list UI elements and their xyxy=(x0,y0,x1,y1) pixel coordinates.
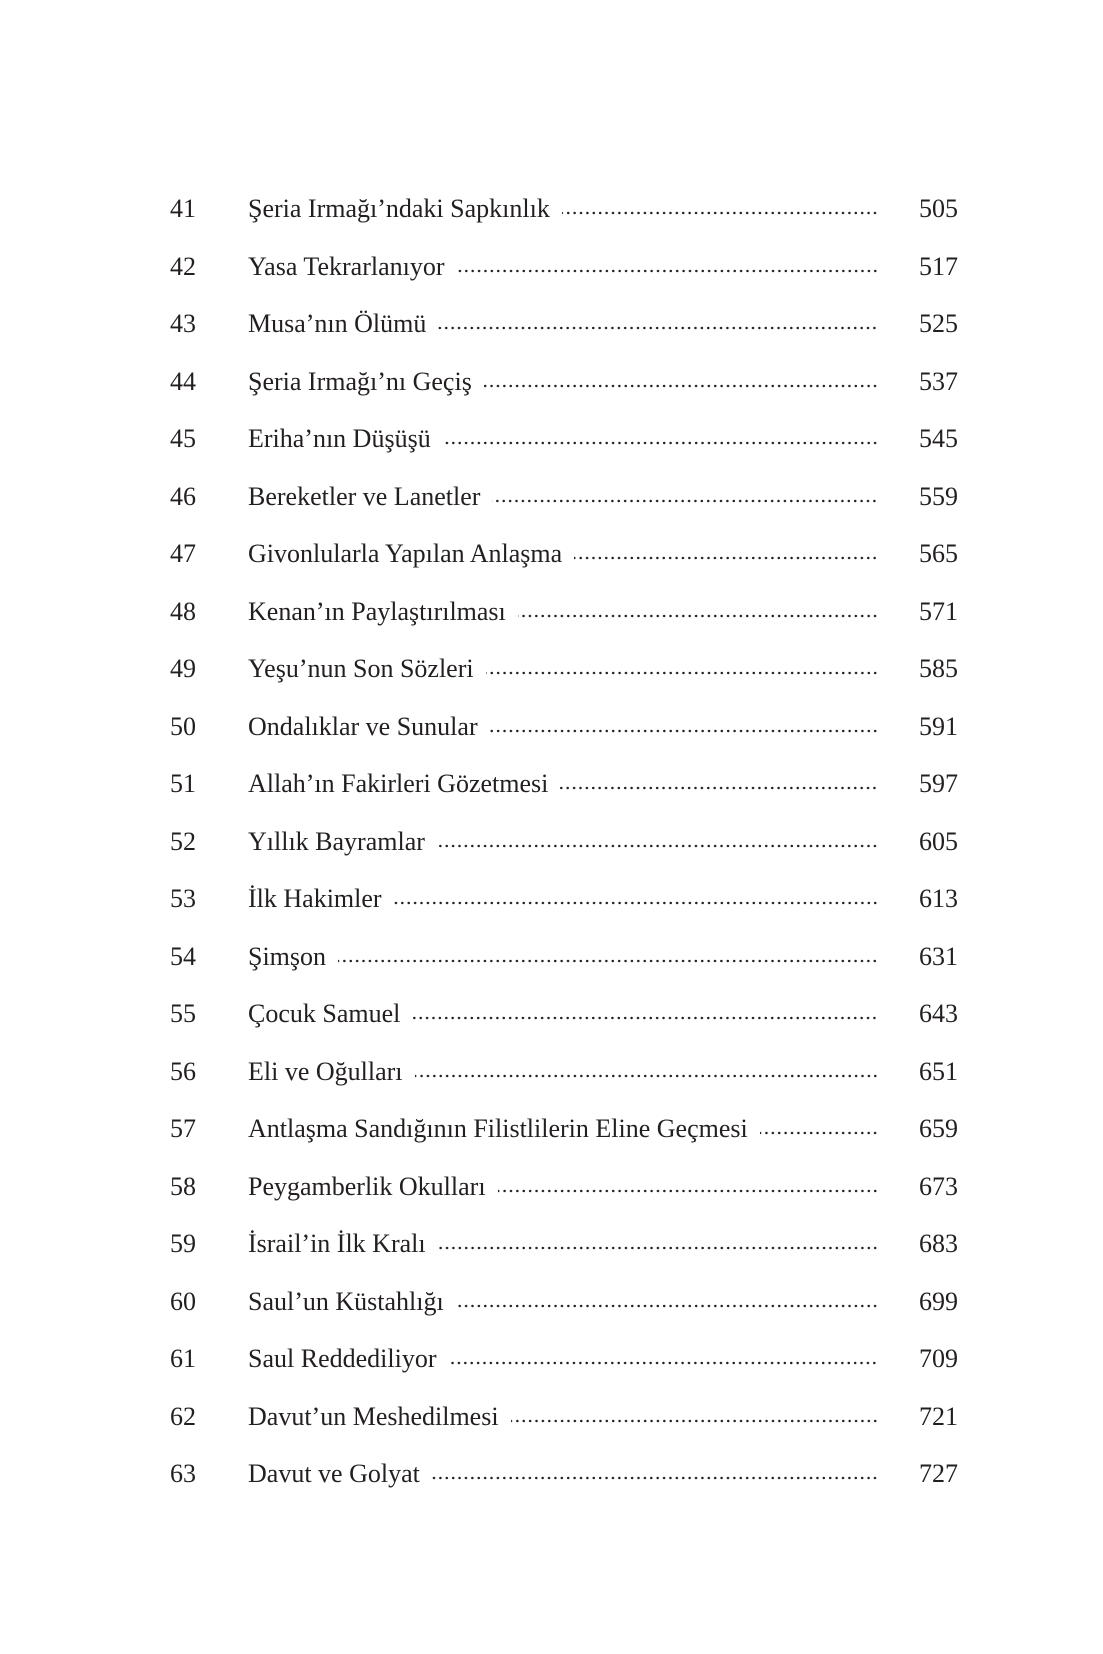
dot-leader xyxy=(457,269,878,273)
dot-leader xyxy=(438,1246,878,1250)
chapter-title: Davut ve Golyat xyxy=(248,1459,420,1488)
page-number: 559 xyxy=(919,481,958,511)
chapter-number: 54 xyxy=(170,941,196,971)
chapter-title-line xyxy=(248,765,878,803)
chapter-title-line xyxy=(248,1225,878,1263)
toc-entry xyxy=(0,1053,1103,1111)
toc-entry xyxy=(0,708,1103,766)
chapter-title: Yeşu’nun Son Sözleri xyxy=(248,654,474,683)
chapter-title: Yıllık Bayramlar xyxy=(248,826,425,856)
chapter-title: Ondalıklar ve Sunular xyxy=(248,711,478,741)
chapter-title: İlk Hakimler xyxy=(248,884,382,913)
chapter-number: 62 xyxy=(170,1401,196,1431)
toc-entry xyxy=(0,1110,1103,1168)
dot-leader xyxy=(511,1419,878,1423)
chapter-title: İsrail’in İlk Kralı xyxy=(248,1229,426,1258)
toc-entry xyxy=(0,938,1103,996)
table-of-contents xyxy=(0,190,1103,1513)
chapter-number: 57 xyxy=(170,1114,196,1143)
page-number: 673 xyxy=(919,1171,958,1201)
page-number: 571 xyxy=(919,596,958,626)
chapter-title: Bereketler ve Lanetler xyxy=(248,481,481,511)
chapter-title-line xyxy=(248,1053,878,1091)
chapter-title-line xyxy=(248,823,878,861)
page-number: 605 xyxy=(919,826,958,856)
chapter-title-line xyxy=(248,593,878,631)
dot-leader xyxy=(394,901,878,905)
dot-leader xyxy=(448,1361,878,1365)
chapter-number: 45 xyxy=(170,424,196,453)
toc-entry xyxy=(0,1398,1103,1456)
dot-leader xyxy=(492,499,878,503)
chapter-number: 60 xyxy=(170,1286,196,1316)
dot-leader xyxy=(415,1074,878,1078)
dot-leader xyxy=(498,1189,878,1193)
chapter-title-line xyxy=(248,535,878,573)
page-number: 727 xyxy=(919,1459,958,1488)
chapter-number: 46 xyxy=(170,481,196,511)
chapter-number: 51 xyxy=(170,769,196,798)
dot-leader xyxy=(432,1476,878,1480)
page-number: 631 xyxy=(919,941,958,971)
chapter-title-line xyxy=(248,1110,878,1148)
chapter-title-line xyxy=(248,190,878,228)
page-number: 651 xyxy=(919,1056,958,1086)
chapter-title-line xyxy=(248,650,878,688)
chapter-title: Antlaşma Sandığının Filistlilerin Eline Geçmesi xyxy=(248,1114,748,1143)
page-number: 525 xyxy=(919,309,958,338)
chapter-number: 56 xyxy=(170,1056,196,1086)
page-number: 721 xyxy=(919,1401,958,1431)
chapter-title: Saul’un Küstahlığı xyxy=(248,1286,444,1316)
chapter-title-line xyxy=(248,248,878,286)
chapter-title-line xyxy=(248,420,878,458)
toc-entry xyxy=(0,248,1103,306)
chapter-title-line xyxy=(248,995,878,1033)
toc-entry xyxy=(0,1283,1103,1341)
chapter-number: 55 xyxy=(170,999,196,1028)
page-number: 537 xyxy=(919,366,958,396)
chapter-number: 59 xyxy=(170,1229,196,1258)
dot-leader xyxy=(518,614,878,618)
dot-leader xyxy=(560,786,878,790)
toc-entry xyxy=(0,1168,1103,1226)
chapter-number: 58 xyxy=(170,1171,196,1201)
chapter-number: 43 xyxy=(170,309,196,338)
toc-entry xyxy=(0,190,1103,248)
dot-leader xyxy=(574,556,878,560)
chapter-title-line xyxy=(248,1283,878,1321)
chapter-title-line xyxy=(248,1168,878,1206)
chapter-title: Çocuk Samuel xyxy=(248,999,401,1028)
chapter-number: 44 xyxy=(170,366,196,396)
chapter-number: 49 xyxy=(170,654,196,683)
chapter-number: 48 xyxy=(170,596,196,626)
page-number: 613 xyxy=(919,884,958,913)
chapter-title: Eriha’nın Düşüşü xyxy=(248,424,431,453)
chapter-title-line xyxy=(248,938,878,976)
dot-leader xyxy=(490,729,878,733)
page-number: 505 xyxy=(919,194,958,223)
chapter-title: Şeria Irmağı’ndaki Sapkınlık xyxy=(248,194,550,223)
toc-entry xyxy=(0,995,1103,1053)
chapter-title: Davut’un Meshedilmesi xyxy=(248,1401,499,1431)
chapter-number: 41 xyxy=(170,194,196,223)
chapter-title-line xyxy=(248,363,878,401)
toc-entry xyxy=(0,1225,1103,1283)
dot-leader xyxy=(760,1131,878,1135)
page-number: 545 xyxy=(919,424,958,453)
chapter-title: Givonlularla Yapılan Anlaşma xyxy=(248,539,563,568)
chapter-number: 53 xyxy=(170,884,196,913)
chapter-number: 50 xyxy=(170,711,196,741)
chapter-number: 63 xyxy=(170,1459,196,1488)
dot-leader xyxy=(562,211,878,215)
chapter-title: Şeria Irmağı’nı Geçiş xyxy=(248,366,472,396)
page-number: 565 xyxy=(919,539,958,568)
dot-leader xyxy=(484,384,878,388)
chapter-title: Allah’ın Fakirleri Gözetmesi xyxy=(248,769,549,798)
chapter-title: Peygamberlik Okulları xyxy=(248,1171,486,1201)
toc-entry xyxy=(0,1455,1103,1513)
dot-leader xyxy=(486,671,878,675)
page-number: 517 xyxy=(919,251,958,281)
chapter-title: Şimşon xyxy=(248,941,327,971)
dot-leader xyxy=(438,326,878,330)
toc-entry xyxy=(0,478,1103,536)
toc-entry xyxy=(0,1340,1103,1398)
dot-leader xyxy=(443,441,878,445)
chapter-title-line xyxy=(248,305,878,343)
chapter-number: 42 xyxy=(170,251,196,281)
page-number: 709 xyxy=(919,1344,958,1373)
chapter-title-line xyxy=(248,880,878,918)
chapter-number: 52 xyxy=(170,826,196,856)
toc-entry xyxy=(0,880,1103,938)
toc-entry xyxy=(0,593,1103,651)
dot-leader xyxy=(412,1016,878,1020)
page-number: 597 xyxy=(919,769,958,798)
page-number: 643 xyxy=(919,999,958,1028)
toc-entry xyxy=(0,823,1103,881)
toc-entry xyxy=(0,420,1103,478)
chapter-title: Kenan’ın Paylaştırılması xyxy=(248,596,506,626)
toc-entry xyxy=(0,765,1103,823)
chapter-title-line xyxy=(248,708,878,746)
chapter-title-line xyxy=(248,1340,878,1378)
page-number: 585 xyxy=(919,654,958,683)
chapter-number: 61 xyxy=(170,1344,196,1373)
chapter-title: Yasa Tekrarlanıyor xyxy=(248,251,445,281)
dot-leader xyxy=(338,959,878,963)
toc-entry xyxy=(0,363,1103,421)
page-number: 659 xyxy=(919,1114,958,1143)
chapter-title: Musa’nın Ölümü xyxy=(248,309,427,338)
chapter-title: Eli ve Oğulları xyxy=(248,1056,403,1086)
toc-entry xyxy=(0,535,1103,593)
chapter-title-line xyxy=(248,478,878,516)
page-number: 699 xyxy=(919,1286,958,1316)
page-number: 683 xyxy=(919,1229,958,1258)
dot-leader xyxy=(437,844,878,848)
chapter-title: Saul Reddediliyor xyxy=(248,1344,437,1373)
toc-entry xyxy=(0,650,1103,708)
toc-entry xyxy=(0,305,1103,363)
chapter-number: 47 xyxy=(170,539,196,568)
dot-leader xyxy=(456,1304,878,1308)
page-number: 591 xyxy=(919,711,958,741)
chapter-title-line xyxy=(248,1455,878,1493)
chapter-title-line xyxy=(248,1398,878,1436)
